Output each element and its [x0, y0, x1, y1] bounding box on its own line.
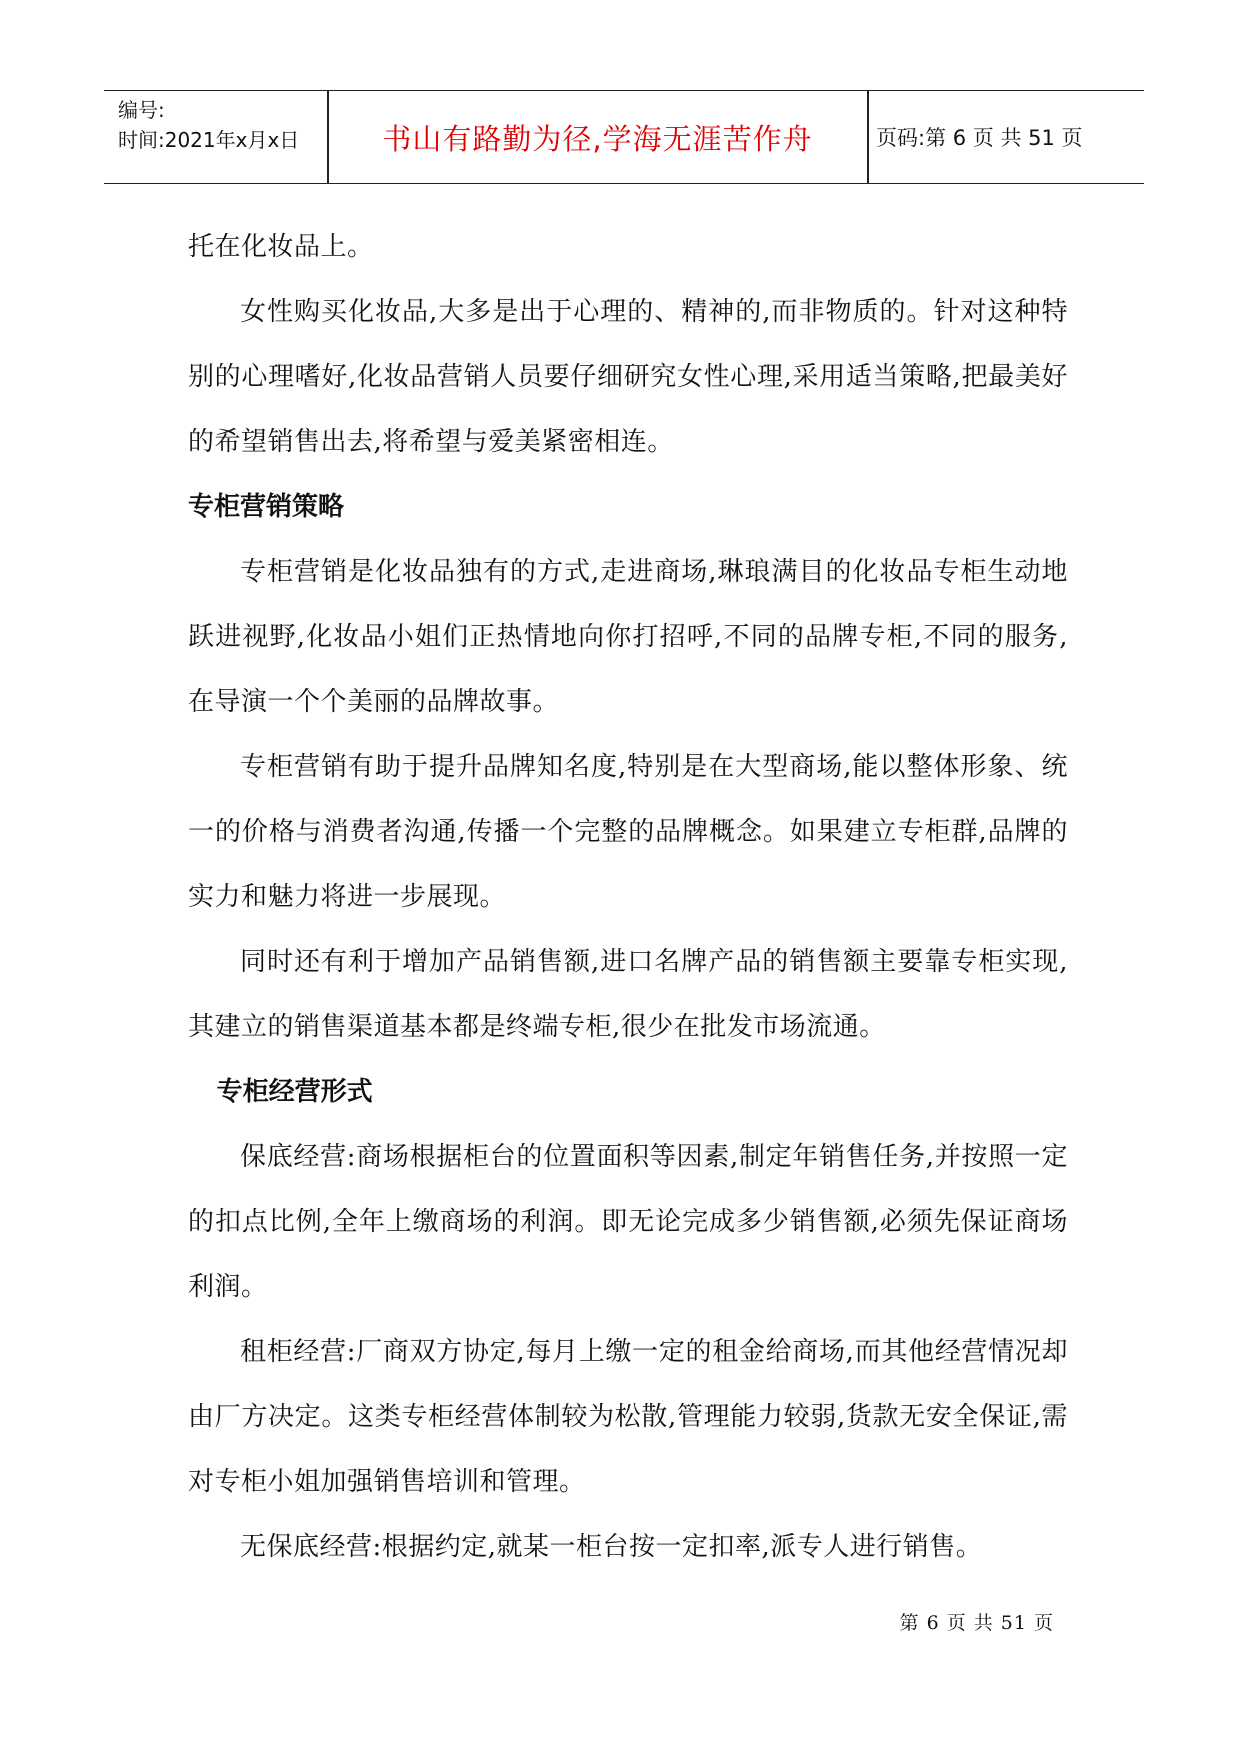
paragraph: 保底经营:商场根据柜台的位置面积等因素,制定年销售任务,并按照一定的扣点比例,全年上缴商场的利润。即无论完成多少销售额,必须先保证商场利润。: [188, 1142, 1068, 1302]
document-time-label: 时间:2021年x月x日: [118, 128, 300, 152]
paragraph: 同时还有利于增加产品销售额,进口名牌产品的销售额主要靠专柜实现,其建立的销售渠道基本都是终端专柜,很少在批发市场流通。: [188, 947, 1068, 1042]
header-motto: 书山有路勤为径,学海无涯苦作舟: [382, 121, 813, 156]
paragraph: 专柜营销是化妆品独有的方式,走进商场,琳琅满目的化妆品专柜生动地跃进视野,化妆品小姐们正热情地向你打招呼,不同的品牌专柜,不同的服务,在导演一个个美丽的品牌故事。: [188, 557, 1068, 717]
document-body: [188, 215, 1068, 1580]
section-heading: 专柜经营形式: [216, 1077, 373, 1107]
paragraph: 女性购买化妆品,大多是出于心理的、精神的,而非物质的。针对这种特别的心理嗜好,化妆品营销人员要仔细研究女性心理,采用适当策略,把最美好的希望销售出去,将希望与爱美紧密相连。: [188, 297, 1068, 457]
paragraph: 专柜营销有助于提升品牌知名度,特别是在大型商场,能以整体形象、统一的价格与消费者沟通,传播一个完整的品牌概念。如果建立专柜群,品牌的实力和魅力将进一步展现。: [188, 752, 1068, 912]
paragraph-continued: 托在化妆品上。: [188, 232, 374, 262]
header-divider-right: [867, 91, 869, 183]
page-header: [104, 90, 1144, 184]
page-footer: 第 6 页 共 51 页: [899, 1612, 1054, 1634]
paragraph: 租柜经营:厂商双方协定,每月上缴一定的租金给商场,而其他经营情况却由厂方决定。这类专柜经营体制较为松散,管理能力较弱,货款无安全保证,需对专柜小姐加强销售培训和管理。: [188, 1337, 1068, 1497]
document-number-label: 编号:: [118, 98, 165, 122]
section-heading: 专柜营销策略: [188, 492, 345, 522]
paragraph: 无保底经营:根据约定,就某一柜台按一定扣率,派专人进行销售。: [240, 1532, 983, 1562]
header-page-number: 页码:第 6 页 共 51 页: [876, 126, 1083, 150]
